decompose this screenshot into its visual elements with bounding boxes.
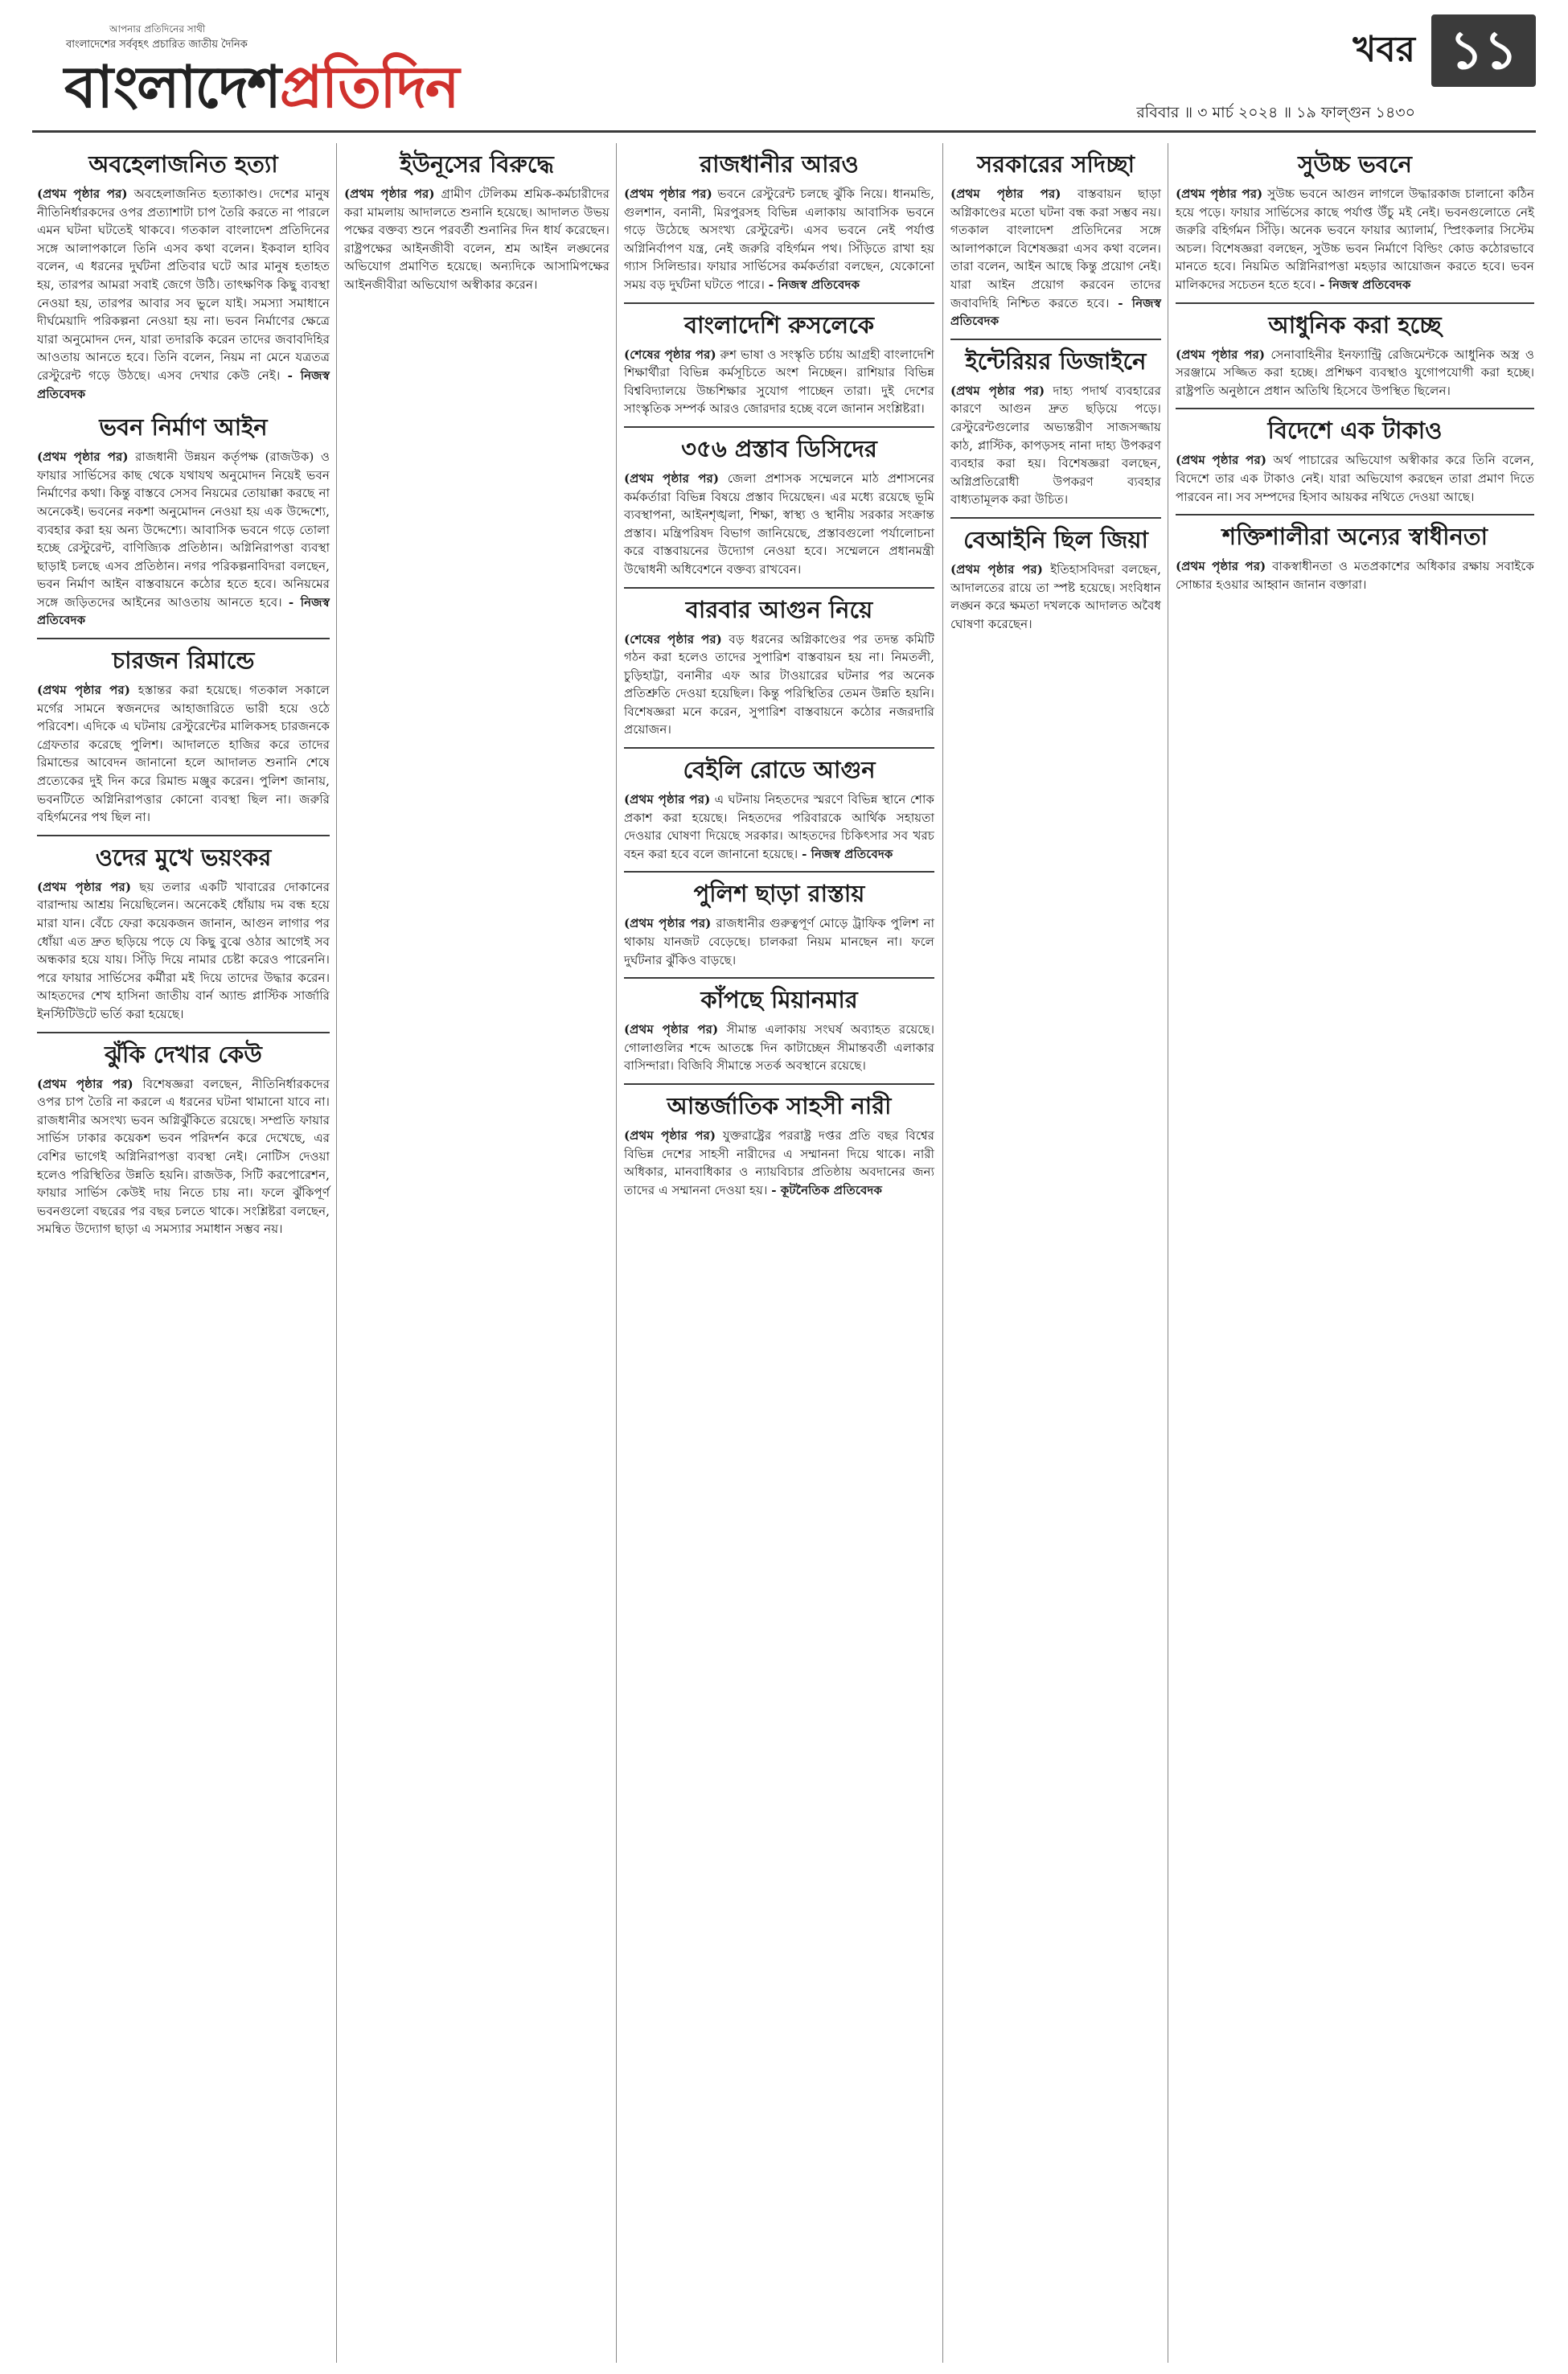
headline[interactable]: ৩৫৬ প্রস্তাব ডিসিদের — [681, 434, 877, 462]
headline[interactable]: বেইলি রোডে আগুন — [683, 756, 876, 784]
continuation-note: (প্রথম পৃষ্ঠার পর) — [37, 683, 130, 698]
article-separator — [624, 587, 934, 589]
headline[interactable]: সরকারের সদিচ্ছা — [976, 150, 1135, 178]
article-text: রাজধানীর গুরুত্বপূর্ণ মোড়ে ট্রাফিক পুলিশ না থাকায় যানজট বেড়েছে। চালকরা নিয়ম মানছেন না। ফলে দুর্ঘটনার ঝুঁকিও বাড়ছে। — [624, 916, 935, 967]
byline: - নিজস্ব প্রতিবেদক — [802, 846, 893, 861]
article-text: অবহেলাজনিত হত্যাকাণ্ড। দেশের মানুষ নীতিনির্ধারকদের ওপর প্রত্যাশাটা চাপ তৈরি করতে না পারলে এমন ঘটনা ঘটতেই থাকবে। গতকাল বাংলাদেশ প্রতিদিনের সঙ্গে আলাপকালে তিনি এসব কথা বলেন। ইকবাল হাবিব বলেন, এ ধরনের দুর্ঘটনা প্রতিবার ঘটে আর মানুষ হতাহত হয়, তারপর আমরা সবাই জেগে উঠি। তাৎক্ষণিক কিছু ব্যবস্থা নেওয়া হয়, তারপর আবার সব ভুলে যাই। সমস্যা সমাধানে দীর্ঘমেয়াদি পরিকল্পনা নেওয়া হয় না। ভবন নির্মাণের ক্ষেত্রে যারা অনুমোদন দেন, যারা তদারকি করেন তাদের জবাবদিহির আওতায় আনতে হবে। তিনি বলেন, নিয়ম না মেনে যত্রতত্র রেস্টুরেন্ট গড়ে উঠছে। এসব দেখার কেউ নেই। — [37, 187, 330, 383]
article-body — [624, 1021, 934, 1075]
article-separator — [1176, 408, 1534, 409]
article-text: বিশেষজ্ঞরা বলছেন, নীতিনির্ধারকদের ওপর চাপ তৈরি না করলে এ ধরনের ঘটনা থামানো যাবে না। রাজধানীর অসংখ্য ভবন অগ্নিঝুঁকিতে রয়েছে। সম্প্রতি ফায়ার সার্ভিস ঢাকার কয়েকশ ভবন পরিদর্শন করে দেখেছে, এর বেশির ভাগেই অগ্নিনিরাপত্তা ব্যবস্থা নেই। নোটিস দেওয়া হলেও পরিস্থিতির উন্নতি হয়নি। রাজউক, সিটি করপোরেশন, ফায়ার সার্ভিস কেউই দায় নিতে চায় না। ফলে ঝুঁকিপূর্ণ ভবনগুলো বছরের পর বছর চলতে থাকে। সংশ্লিষ্টরা বলছেন, সমন্বিত উদ্যোগ ছাড়া এ সমস্যার সমাধান সম্ভব নয়। — [37, 1076, 330, 1237]
article-body — [624, 346, 934, 418]
headline[interactable]: ইউনূসের বিরুদ্ধে — [400, 150, 554, 178]
headline[interactable]: বারবার আগুন নিয়ে — [685, 595, 873, 623]
article-body — [1176, 346, 1534, 400]
headline[interactable]: শক্তিশালীরা অন্যের স্বাধীনতা — [1221, 523, 1488, 551]
article-body — [950, 382, 1161, 509]
article-text: গ্রামীণ টেলিকম শ্রমিক-কর্মচারীদের করা মামলায় আদালতে শুনানি হয়েছে। আদালত উভয় পক্ষের বক্তব্য শুনে পরবর্তী শুনানির দিন ধার্য করেছেন। রাষ্ট্রপক্ষের আইনজীবী বলেন, শ্রম আইন লঙ্ঘনের অভিযোগ প্রমাণিত হয়েছে। অন্যদিকে আসামিপক্ষের আইনজীবীরা অভিযোগ অস্বীকার করেন। — [344, 187, 610, 292]
article-text: ভবনে রেস্টুরেন্ট চলছে ঝুঁকি নিয়ে। ধানমন্ডি, গুলশান, বনানী, মিরপুরসহ বিভিন্ন এলাকায় আবাসিক ভবনে গড়ে উঠেছে অসংখ্য রেস্টুরেন্ট। এসব ভবনে নেই পর্যাপ্ত অগ্নিনির্বাপণ যন্ত্র, নেই জরুরি বহির্গমন পথ। সিঁড়িতে রাখা হয় গ্যাস সিলিন্ডার। ফায়ার সার্ভিসের কর্মকর্তারা বলছেন, যেকোনো সময় বড় দুর্ঘটনা ঘটতে পারে। — [624, 187, 935, 292]
article — [37, 1038, 330, 1238]
continuation-note: (প্রথম পৃষ্ঠার পর) — [950, 561, 1043, 577]
section-name: খবর — [1353, 29, 1415, 70]
headline[interactable]: সুউচ্চ ভবনে — [1298, 150, 1412, 178]
continuation-note: (শেষের পৃষ্ঠার পর) — [624, 631, 722, 647]
masthead — [32, 14, 1536, 135]
column-3 — [624, 143, 934, 1207]
headline[interactable]: পুলিশ ছাড়া রাস্তায় — [693, 880, 865, 908]
column-divider — [616, 143, 617, 2363]
continuation-note: (প্রথম পৃষ্ঠার পর) — [1176, 187, 1263, 201]
continuation-note: (প্রথম পৃষ্ঠার পর) — [950, 383, 1045, 398]
article-text: বাকস্বাধীনতা ও মতপ্রকাশের অধিকার রক্ষায় সবাইকে সোচ্চার হওয়ার আহ্বান জানান বক্তারা। — [1176, 559, 1534, 592]
byline: - নিজস্ব প্রতিবেদক — [950, 295, 1161, 329]
continuation-note: (প্রথম পৃষ্ঠার পর) — [1176, 559, 1266, 574]
headline[interactable]: চারজন রিমান্ডে — [112, 647, 255, 675]
article-body — [37, 1075, 330, 1238]
continuation-note: (প্রথম পৃষ্ঠার পর) — [624, 916, 712, 931]
article — [37, 148, 330, 403]
article-text: এ ঘটনায় নিহতদের স্মরণে বিভিন্ন স্থানে শোক প্রকাশ করা হয়েছে। নিহতদের পরিবারকে আর্থিক সহায়তা দেওয়ার ঘোষণা দিয়েছে সরকার। আহতদের চিকিৎসার সব খরচ বহন করা হবে বলে জানানো হয়েছে। — [624, 792, 934, 861]
article-body — [37, 681, 330, 827]
article-text: সুউচ্চ ভবনে আগুন লাগলে উদ্ধারকাজ চালানো কঠিন হয়ে পড়ে। ফায়ার সার্ভিসের কাছে পর্যাপ্ত উঁচু মই নেই। ভবনগুলোতে নেই জরুরি বহির্গমন সিঁড়ি। অনেক ভবনে ফায়ার অ্যালার্ম, স্প্রিংকলার সিস্টেম অচল। বিশেষজ্ঞরা বলছেন, সুউচ্চ ভবন নির্মাণে বিল্ডিং কোড কঠোরভাবে মানতে হবে। নিয়মিত অগ্নিনিরাপত্তা মহড়ার আয়োজন করতে হবে। ভবন মালিকদের সচেতন হতে হবে। — [1176, 187, 1535, 292]
article-body — [624, 470, 934, 579]
article-body — [950, 561, 1161, 633]
headline[interactable]: আধুনিক করা হচ্ছে — [1268, 310, 1442, 339]
article-body — [344, 185, 610, 294]
continuation-note: (প্রথম পৃষ্ঠার পর) — [624, 1128, 716, 1143]
article-body — [37, 448, 330, 630]
article-text: রুশ ভাষা ও সংস্কৃতি চর্চায় আগ্রহী বাংলাদেশি শিক্ষার্থীরা বিভিন্ন কর্মসূচিতে অংশ নিচ্ছেন। রাশিয়ার বিভিন্ন বিশ্ববিদ্যালয়ে উচ্চশিক্ষার সুযোগ পাচ্ছেন তারা। দুই দেশের সাংস্কৃতিক সম্পর্ক আরও জোরদার হচ্ছে বলে জানান সংশ্লিষ্টরা। — [624, 347, 934, 417]
article — [950, 345, 1161, 509]
headline[interactable]: বেআইনি ছিল জিয়া — [963, 525, 1148, 553]
article-text: সেনাবাহিনীর ইনফ্যান্ট্রি রেজিমেন্টকে আধুনিক অস্ত্র ও সরঞ্জামে সজ্জিত করা হচ্ছে। প্রশিক্ষণ ব্যবস্থাও যুগোপযোগী করা হচ্ছে। রাষ্ট্রপতি অনুষ্ঠানে প্রধান অতিথি হিসেবে উপস্থিত ছিলেন। — [1176, 347, 1535, 398]
page-number: ১১ — [1431, 14, 1536, 87]
article-body — [624, 1127, 934, 1199]
logo-main: বাংলাদেশ — [64, 53, 280, 121]
article-separator — [1176, 302, 1534, 304]
headline[interactable]: ওদের মুখে ভয়ংকর — [95, 843, 272, 871]
article — [344, 148, 610, 294]
article — [624, 594, 934, 740]
article-text: দাহ্য পদার্থ ব্যবহারের কারণে আগুন দ্রুত ছড়িয়ে পড়ে। রেস্টুরেন্টগুলোর অভ্যন্তরীণ সাজসজ্জায় কাঠ, প্লাস্টিক, কাপড়সহ নানা দাহ্য উপকরণ ব্যবহার করা হয়। বিশেষজ্ঞরা বলছেন, অগ্নিপ্রতিরোধী উপকরণ ব্যবহার বাধ্যতামূলক করা উচিত। — [950, 383, 1162, 507]
continuation-note: (প্রথম পৃষ্ঠার পর) — [624, 187, 712, 201]
article-body — [37, 185, 330, 403]
column-divider — [942, 143, 943, 2363]
article-separator — [1176, 514, 1534, 515]
article-text: যুক্তরাষ্ট্রের পররাষ্ট্র দপ্তর প্রতি বছর বিশ্বের বিভিন্ন দেশের সাহসী নারীদের এ সম্মাননা দিয়ে থাকে। নারী অধিকার, মানবাধিকার ও ন্যায়বিচার প্রতিষ্ঠায় অবদানের জন্য তাদের এ সম্মাননা দেওয়া হয়। — [624, 1128, 934, 1197]
tagline-top: আপনার প্রতিদিনের সাথী — [109, 23, 206, 35]
continuation-note: (প্রথম পৃষ্ঠার পর) — [1176, 347, 1266, 362]
continuation-note: (প্রথম পৃষ্ঠার পর) — [1176, 453, 1267, 468]
article-body — [624, 914, 934, 969]
headline[interactable]: রাজধানীর আরও — [700, 150, 859, 178]
column-divider — [336, 143, 337, 2363]
byline: - নিজস্ব প্রতিবেদক — [1320, 277, 1411, 292]
article-separator — [624, 426, 934, 428]
article — [624, 433, 934, 579]
article — [624, 754, 934, 863]
article — [950, 148, 1161, 331]
article-text: বাস্তবায়ন ছাড়া অগ্নিকাণ্ডের মতো ঘটনা বন্ধ করা সম্ভব নয়। গতকাল বাংলাদেশ প্রতিদিনের সঙ্গে আলাপকালে বিশেষজ্ঞরা এসব কথা বলেন। তারা বলেন, আইন আছে কিন্তু প্রয়োগ নেই। যারা আইন প্রয়োগ করবেন তাদের জবাবদিহি নিশ্চিত করতে হবে। — [950, 187, 1161, 310]
article-body — [1176, 451, 1534, 506]
logo-accent: প্রতিদিন — [279, 53, 458, 121]
article-separator — [624, 871, 934, 873]
headline[interactable]: ইন্টেরিয়র ডিজাইনে — [965, 347, 1147, 375]
article — [1176, 309, 1534, 400]
article-body — [624, 185, 934, 294]
column-1 — [37, 143, 330, 1247]
continuation-note: (প্রথম পৃষ্ঠার পর) — [37, 187, 128, 201]
article — [37, 841, 330, 1024]
article-text: বড় ধরনের অগ্নিকাণ্ডের পর তদন্ত কমিটি গঠন করা হলেও তাদের সুপারিশ বাস্তবায়ন হয় না। নিমতলী, চুড়িহাট্টা, বনানীর এফ আর টাওয়ারের ঘটনার পর অনেক প্রতিশ্রুতি দেওয়া হয়েছিল। কিন্তু পরিস্থিতির তেমন উন্নতি হয়নি। বিশেষজ্ঞরা মনে করেন, সুপারিশ বাস্তবায়নে কঠোর নজরদারি প্রয়োজন। — [624, 631, 935, 737]
article-text: রাজধানী উন্নয়ন কর্তৃপক্ষ (রাজউক) ও ফায়ার সার্ভিসের কাছ থেকে যথাযথ অনুমোদন নিয়েই ভবন নির্মাণের কথা। কিন্তু বাস্তবে সেসব নিয়মের তোয়াক্কা করছে না অনেকেই। ভবনের নকশা অনুমোদন নেওয়া হয় এক উদ্দেশ্যে, ব্যবহার করা হয় অন্য উদ্দেশ্যে। আবাসিক ভবনে গড়ে তোলা হচ্ছে রেস্টুরেন্ট, বাণিজ্যিক প্রতিষ্ঠান। অগ্নিনিরাপত্তা ব্যবস্থা ছাড়াই চলছে এসব প্রতিষ্ঠান। নগর পরিকল্পনাবিদরা বলছেন, ভবন নির্মাণ আইন বাস্তবায়নে কঠোর হতে হবে। অনিয়মের সঙ্গে জড়িতদের আইনের আওতায় আনতে হবে। — [37, 450, 330, 610]
byline: - নিজস্ব প্রতিবেদক — [37, 368, 330, 401]
article-separator — [624, 747, 934, 749]
article-separator — [624, 977, 934, 979]
newspaper-logo[interactable] — [64, 55, 458, 119]
headline[interactable]: ভবন নির্মাণ আইন — [99, 413, 268, 442]
article-text: অর্থ পাচারের অভিযোগ অস্বীকার করে তিনি বলেন, বিদেশে তার এক টাকাও নেই। যারা অভিযোগ করছেন তারা প্রমাণ দিতে পারবেন না। সব সম্পদের হিসাব আয়কর নথিতে দেওয়া আছে। — [1176, 453, 1534, 504]
article — [1176, 148, 1534, 294]
article — [1176, 520, 1534, 594]
headline[interactable]: আন্তর্জাতিক সাহসী নারী — [667, 1092, 892, 1119]
article-text: হস্তান্তর করা হয়েছে। গতকাল সকালে মর্গের সামনে স্বজনদের আহাজারিতে ভারী হয়ে ওঠে পরিবেশ। এদিকে এ ঘটনায় রেস্টুরেন্টের মালিকসহ চারজনকে গ্রেফতার করেছে পুলিশ। আদালতে হাজির করে তাদের রিমান্ডের আবেদন জানানো হলে আদালত শুনানি শেষে প্রত্যেকের দুই দিন করে রিমান্ড মঞ্জুর করেন। পুলিশ জানায়, ভবনটিতে অগ্নিনিরাপত্তার কোনো ব্যবস্থা ছিল না। জরুরি বহির্গমনের পথ ছিল না। — [37, 683, 330, 825]
article — [950, 524, 1161, 633]
article — [1176, 414, 1534, 506]
article — [624, 877, 934, 969]
article — [37, 411, 330, 630]
article-separator — [950, 517, 1161, 519]
article-body — [1176, 557, 1534, 594]
continuation-note: (প্রথম পৃষ্ঠার পর) — [950, 187, 1061, 201]
continuation-note: (প্রথম পৃষ্ঠার পর) — [624, 470, 720, 486]
continuation-note: (শেষের পৃষ্ঠার পর) — [624, 347, 716, 362]
headline[interactable]: বাংলাদেশি রুসলেকে — [683, 310, 875, 339]
headline[interactable]: অবহেলাজনিত হত্যা — [88, 150, 278, 178]
column-2 — [344, 143, 610, 302]
article — [37, 644, 330, 827]
article-separator — [624, 302, 934, 304]
headline[interactable]: বিদেশে এক টাকাও — [1267, 417, 1443, 445]
byline: - নিজস্ব প্রতিবেদক — [37, 594, 330, 628]
continuation-note: (প্রথম পৃষ্ঠার পর) — [37, 879, 132, 894]
article-separator — [624, 1083, 934, 1085]
continuation-note: (প্রথম পৃষ্ঠার পর) — [624, 792, 711, 807]
byline: - নিজস্ব প্রতিবেদক — [768, 277, 860, 292]
article-separator — [37, 1032, 330, 1033]
continuation-note: (প্রথম পৃষ্ঠার পর) — [624, 1022, 719, 1037]
article-body — [37, 878, 330, 1024]
continuation-note: (প্রথম পৃষ্ঠার পর) — [37, 450, 129, 465]
tagline: বাংলাদেশের সর্ববৃহৎ প্রচারিত জাতীয় দৈনিক — [66, 39, 248, 51]
byline: - কূটনৈতিক প্রতিবেদক — [771, 1182, 883, 1197]
article-text: জেলা প্রশাসক সম্মেলনে মাঠ প্রশাসনের কর্মকর্তারা বিভিন্ন বিষয়ে প্রস্তাব দিয়েছেন। এর মধ্যে রয়েছে ভূমি ব্যবস্থাপনা, আইনশৃঙ্খলা, শিক্ষা, স্বাস্থ্য ও স্থানীয় সরকার সংক্রান্ত প্রস্তাব। মন্ত্রিপরিষদ বিভাগ জানিয়েছে, প্রস্তাবগুলো পর্যালোচনা করে বাস্তবায়নের উদ্যোগ নেওয়া হবে। সম্মেলনে প্রধানমন্ত্রী উদ্বোধনী অধিবেশনে বক্তব্য রাখবেন। — [624, 470, 934, 577]
article-text: ইতিহাসবিদরা বলছেন, আদালতের রায়ে তা স্পষ্ট হয়েছে। সংবিধান লঙ্ঘন করে ক্ষমতা দখলকে আদালত অবৈধ ঘোষণা করেছেন। — [950, 561, 1162, 631]
column-4 — [950, 143, 1161, 641]
continuation-note: (প্রথম পৃষ্ঠার পর) — [344, 187, 435, 201]
article-separator — [37, 835, 330, 836]
headline[interactable]: কাঁপছে মিয়ানমার — [700, 986, 858, 1014]
article-body — [624, 791, 934, 863]
article-body — [950, 185, 1161, 331]
article — [624, 148, 934, 294]
article-text: ছয় তলার একটি খাবারের দোকানের বারান্দায় আশ্রয় নিয়েছিলেন। অনেকেই ধোঁয়ায় দম বন্ধ হয়ে মারা যান। বেঁচে ফেরা কয়েকজন জানান, আগুন লাগার পর ধোঁয়া এত দ্রুত ছড়িয়ে পড়ে যে কিছু বুঝে ওঠার আগেই সব অন্ধকার হয়ে যায়। সিঁড়ি দিয়ে নামার চেষ্টা করেও পারেননি। পরে ফায়ার সার্ভিসের কর্মীরা মই দিয়ে তাদের উদ্ধার করেন। আহতদের শেখ হাসিনা জাতীয় বার্ন অ্যান্ড প্লাস্টিক সার্জারি ইনস্টিটিউটে ভর্তি করা হয়েছে। — [37, 879, 330, 1021]
article-text: সীমান্ত এলাকায় সংঘর্ষ অব্যাহত রয়েছে। গোলাগুলির শব্দে আতঙ্কে দিন কাটাচ্ছেন সীমান্তবর্তী এলাকার বাসিন্দারা। বিজিবি সীমান্তে সতর্ক অবস্থানে রয়েছে। — [624, 1022, 935, 1074]
headline[interactable]: ঝুঁকি দেখার কেউ — [105, 1040, 262, 1068]
article-separator — [37, 638, 330, 639]
article — [624, 1090, 934, 1199]
dateline: রবিবার ॥ ৩ মার্চ ২০২৪ ॥ ১৯ ফাল্গুন ১৪৩০ — [1136, 104, 1415, 121]
article-separator — [950, 339, 1161, 340]
continuation-note: (প্রথম পৃষ্ঠার পর) — [37, 1076, 133, 1091]
article — [624, 309, 934, 418]
article-body — [1176, 185, 1534, 294]
column-5 — [1176, 143, 1534, 602]
masthead-rule — [32, 130, 1536, 133]
article-body — [624, 630, 934, 740]
article — [624, 984, 934, 1075]
